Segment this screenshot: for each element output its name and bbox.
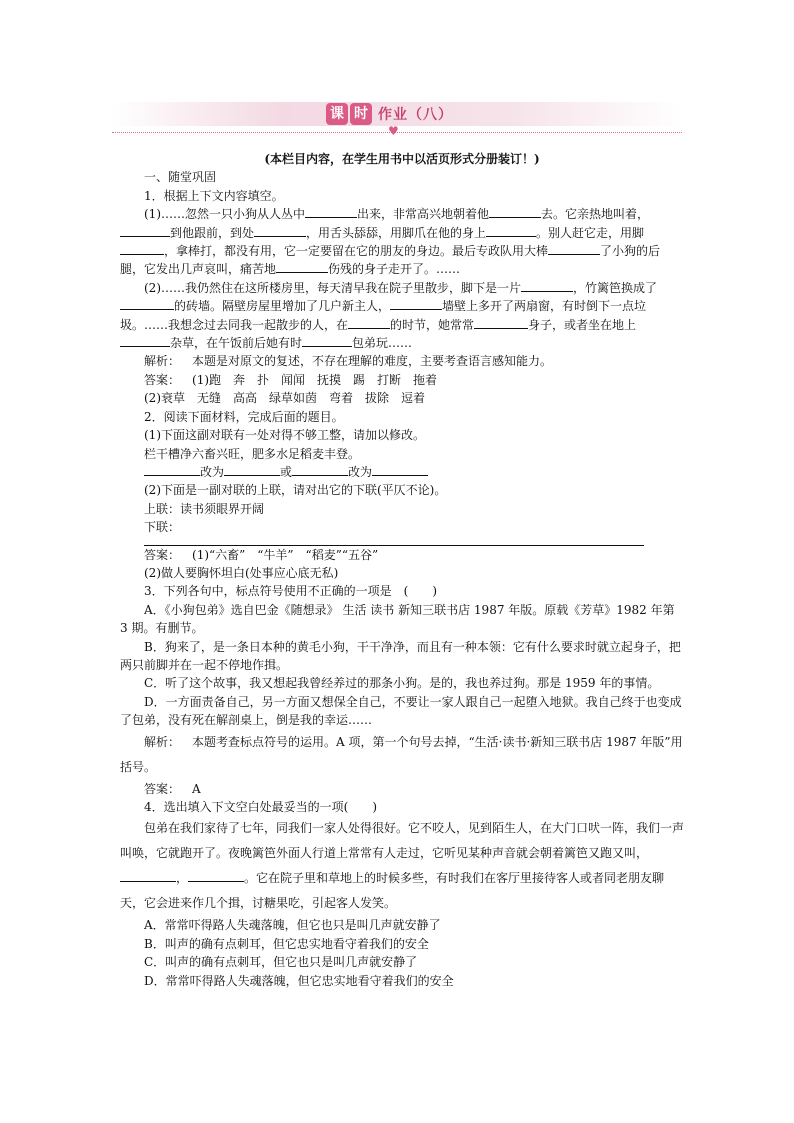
section-header [112,96,682,142]
section-heading: 一、随堂巩固 [144,170,217,185]
title-char-2: 时 [350,103,372,125]
q2-sub-1: (1)下面这副对联有一处对得不够工整，请加以修改。 [144,428,426,443]
title-char-1: 课 [326,103,348,125]
q3-analysis: 解析： 本题考查标点符号的运用。A 项，第一个句号去掉，“生活·读书·新知三联书店 1987 年版”用括号。 [120,734,683,774]
q4-option-d: D．常常吓得路人失魂落魄，但它忠实地看守着我们的安全 [144,973,454,988]
q2-answer-1: 答案： (1)“六畜” “牛羊” “稻麦”“五谷” [144,547,379,562]
q1-answer-2: (2)衰草 无缝 高高 绿草如茵 弯着 拔除 逗着 [144,391,426,406]
q2-sub-2: (2)下面是一副对联的上联，请对出它的下联(平仄不论)。 [144,483,447,498]
q2-answer-2: (2)做人要胸怀坦白(处事应心底无私) [144,565,339,580]
q1-analysis: 解析： 本题是对原文的复述，不存在理解的难度，主要考查语言感知能力。 [144,354,553,369]
q1-title: 1．根据上下文内容填空。 [144,188,284,203]
heart-icon: ♥ [388,124,399,138]
q2-couplet: 栏干槽净六畜兴旺，肥多水足稻麦丰登。 [144,446,361,461]
q4-option-b: B．叫声的确有点刺耳，但它忠实地看守着我们的安全 [144,936,429,951]
q3-option-d: D．一方面责备自己，另一方面又想保全自己，不要让一家人跟自己一起堕入地狱。我自己终于也变成了包弟，没有死在解剖桌上，倒是我的幸运…… [120,694,682,728]
q3-title: 3．下列各句中，标点符号使用不正确的一项是 ( ) [144,584,438,599]
q1-answer-1: 答案： (1)跑 奔 扑 闻闻 抚摸 踢 打断 拖着 [144,372,438,387]
q3-option-a: A．《小狗包弟》选自巴金《随想录》 生活 读书 新知三联书店 1987 年版。原载《芳草》1982 年第 3 期。有删节。 [120,602,675,636]
q2-upper: 上联：读书须眼界开阔 [144,501,265,516]
q3-option-c: C．听了这个故事，我又想起我曾经养过的那条小狗。是的，我也养过狗。那是 1959 年的事情。 [144,676,660,691]
q4-option-a: A．常常吓得路人失魂落魄，但它也只是叫几声就安静了 [144,918,441,933]
q4-title: 4．选出填入下文空白处最妥当的一项( ) [144,800,377,814]
q2-fix-line: 改为 或 改为 [120,463,684,481]
q4-passage: 包弟在我们家待了七年，同我们一家人处得很好。它不咬人，见到陌生人，在大门口吠一阵，我们一声叫唤，它就跑开了。夜晚篱笆外面人行道上常常有人走过，它听见某种声音就会朝着篱笆又跑又叫，， 。它在院子里和草地上的时候多些，有时我们在客厅里接待客人或者同老朋友聊天，它会进来作几个揖，讨糖果吃，引起客人发笑。 [120,821,685,911]
q1-passage-2: (2)……我仍然住在这所楼房里，每天清早我在院子里散步，脚下是一片 ，竹篱笆换成了的砖墙。隔壁房屋里增加了几户新主人， 墙壁上多开了两扇窗，有时倒下一点垃圾。……我想念过去同我一起散步的人，在 的时节，她常常 身子，或者坐在地上杂草，在午饭前后她有时 包弟玩…… [120,280,658,351]
q2-lower: 下联： [144,520,181,535]
q3-option-b: B．狗来了，是一条日本种的黄毛小狗，干干净净，而且有一种本领：它有什么要求时就立起身子，把两只前脚并在一起不停地作揖。 [120,639,681,672]
q3-answer: 答案： A [144,781,201,796]
document-body [120,150,684,990]
q4-option-c: C．叫声的确有点刺耳，但它也只是叫几声就安静了 [144,955,418,970]
q2-answer-line [144,537,644,546]
q2-title: 2．阅读下面材料，完成后面的题目。 [144,409,344,424]
title-text: 作业（八） [378,107,453,123]
binding-note: (本栏目内容，在学生用书中以活页形式分册装订！) [264,152,540,166]
q1-passage-1: (1)……忽然一只小狗从人丛中 出来，非常高兴地朝着他 去。它亲热地叫着，到他跟前，到处 ，用舌头舔舔，用脚爪在他的身上 。别人赶它走，用脚，拿棒打，都没有用，它一定要留在它的朋友的身边。最后专政队用大棒 了小狗的后腿，它发出几声哀叫，痛苦地 伤残的身子走开了。…… [120,207,661,277]
